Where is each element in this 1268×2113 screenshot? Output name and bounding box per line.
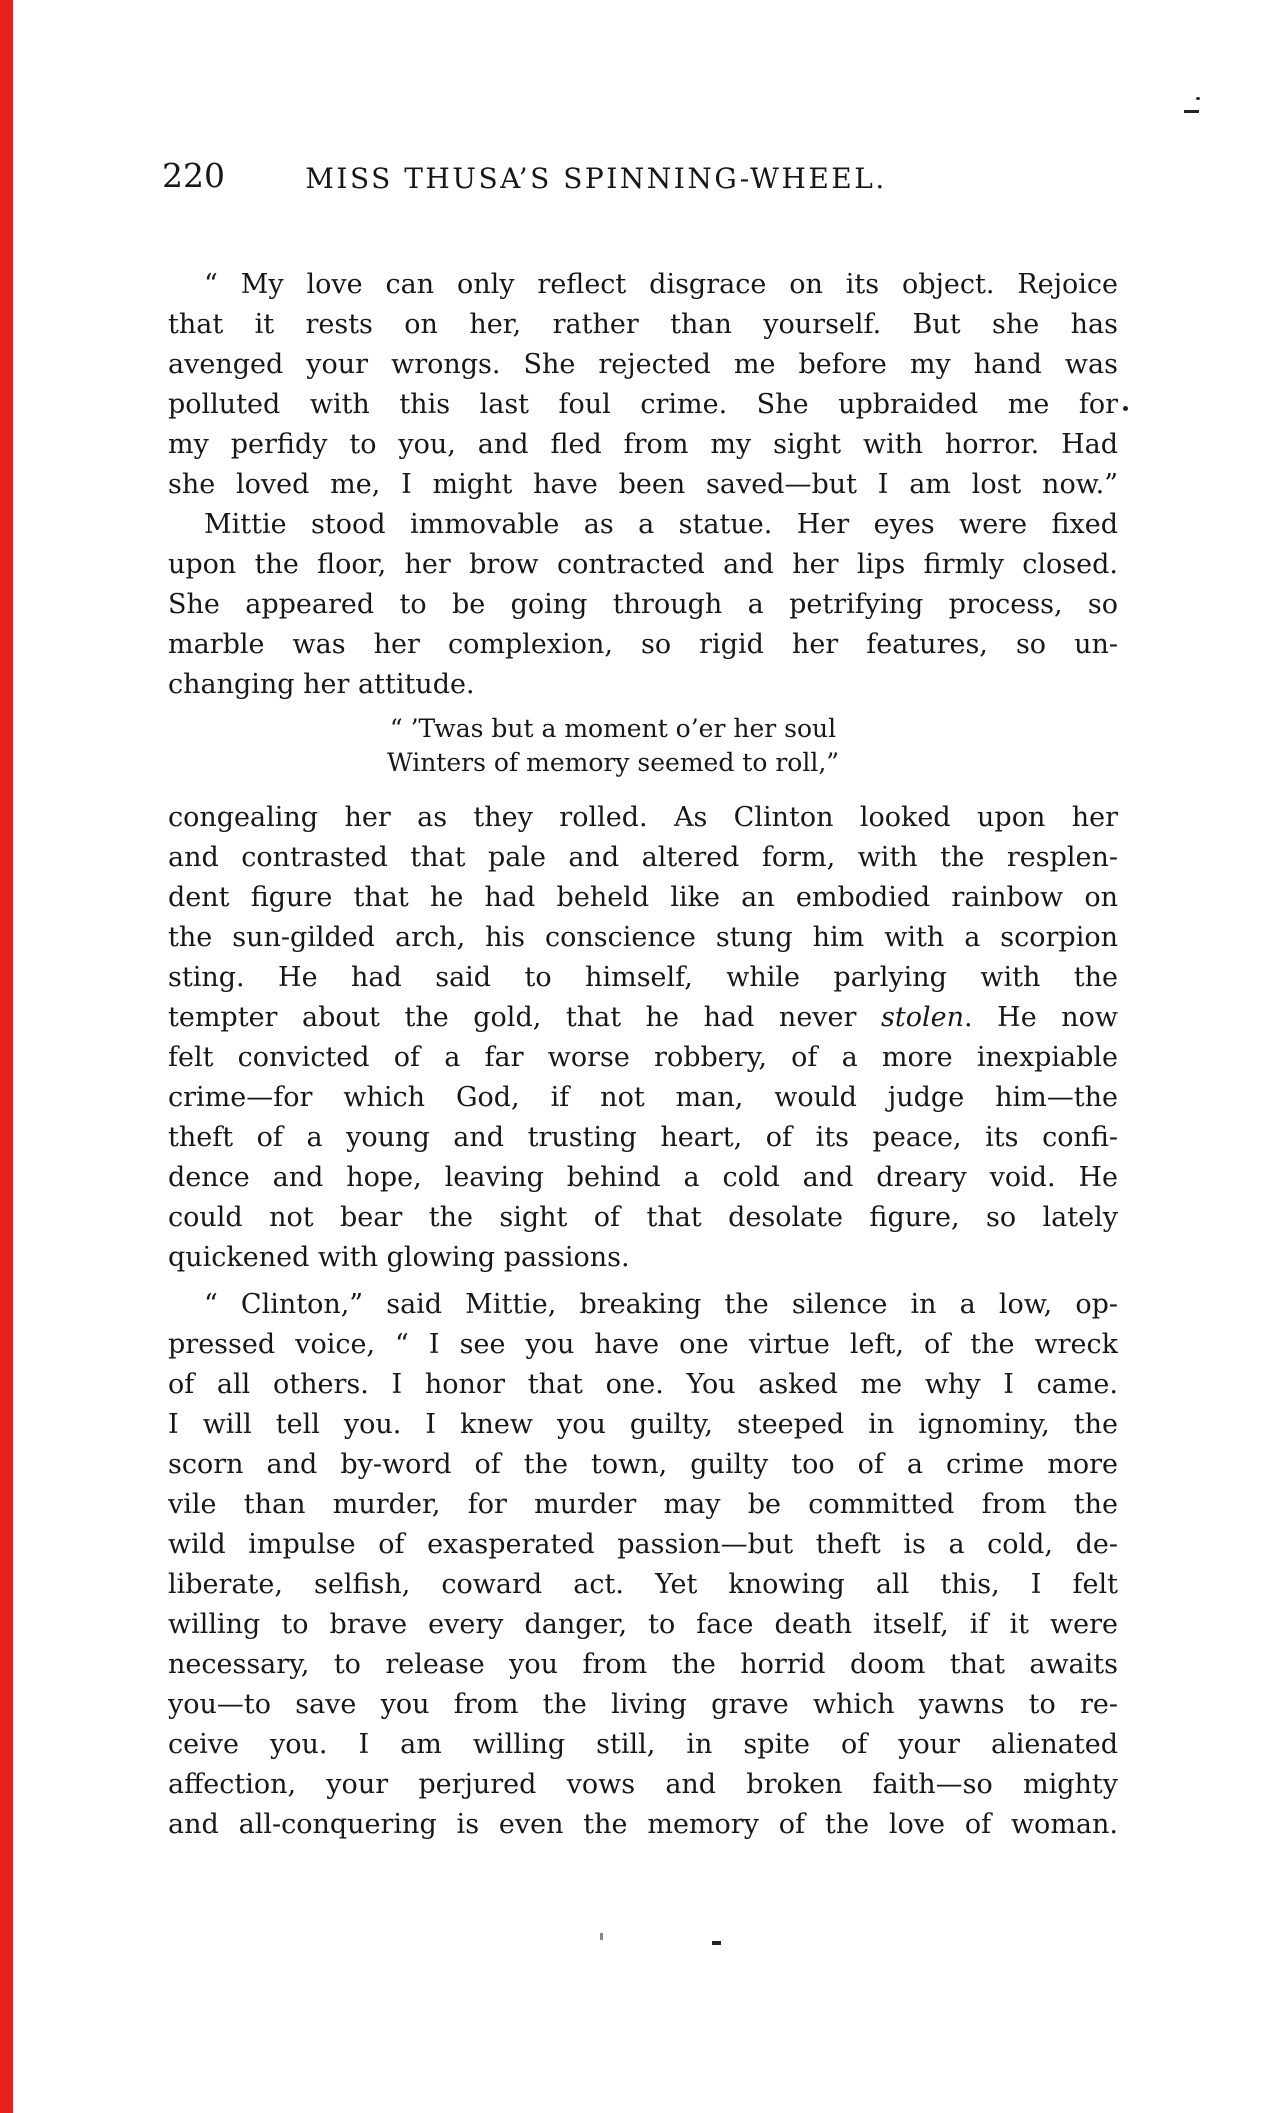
text-line: “ Clinton,” said Mittie, breaking the silence in a low, op- — [204, 1289, 1118, 1320]
ink-speck — [600, 1933, 603, 1940]
text-line: you—to save you from the living grave which yawns to re- — [168, 1689, 1118, 1720]
text-line: polluted with this last foul crime. She upbraided me for — [168, 389, 1118, 420]
text-line: sting. He had said to himself, while parlying with the — [168, 962, 1118, 993]
text-line: dent figure that he had beheld like an embodied rainbow on — [168, 882, 1118, 913]
text-line: I will tell you. I knew you guilty, steeped in ignominy, the — [168, 1409, 1118, 1440]
verse-quotation — [138, 712, 1088, 780]
paragraph-1 — [168, 265, 1118, 505]
text-line: crime—for which God, if not man, would judge him—the — [168, 1082, 1118, 1113]
ink-speck — [1123, 406, 1128, 411]
text-line: dence and hope, leaving behind a cold and dreary void. He — [168, 1162, 1118, 1193]
text-line: wild impulse of exasperated passion—but theft is a cold, de- — [168, 1529, 1118, 1560]
running-title: MISS THUSA’S SPINNING-WHEEL. — [305, 162, 887, 195]
ink-speck — [1196, 97, 1200, 100]
paragraph-3 — [168, 798, 1118, 1278]
text-line: marble was her complexion, so rigid her features, so un- — [168, 629, 1118, 660]
text-line: theft of a young and trusting heart, of its peace, its confi- — [168, 1122, 1118, 1153]
text-line: could not bear the sight of that desolate figure, so lately — [168, 1202, 1118, 1233]
text-line: vile than murder, for murder may be committed from the — [168, 1489, 1118, 1520]
text-line: willing to brave every danger, to face death itself, if it were — [168, 1609, 1118, 1640]
page-number: 220 — [162, 156, 225, 195]
text-line: and all-conquering is even the memory of the love of woman. — [168, 1809, 1118, 1840]
text-line: affection, your perjured vows and broken faith—so mighty — [168, 1769, 1118, 1800]
text-line: liberate, selfish, coward act. Yet knowing all this, I felt — [168, 1569, 1118, 1600]
text-line: ceive you. I am willing still, in spite of your alienated — [168, 1729, 1118, 1760]
text-line: felt convicted of a far worse robbery, of a more inexpiable — [168, 1042, 1118, 1073]
verse-line: Winters of memory seemed to roll,” — [386, 748, 840, 777]
text-segment: tempter about the gold, that he had never — [168, 1002, 882, 1033]
verse-line: “ ’Twas but a moment o’er her soul — [389, 714, 837, 743]
text-line — [168, 998, 1118, 1038]
text-line: changing her attitude. — [168, 669, 475, 700]
text-line: she loved me, I might have been saved—but I am lost now.” — [168, 469, 1118, 500]
text-line: the sun-gilded arch, his conscience stung him with a scorpion — [168, 922, 1118, 953]
text-line: upon the floor, her brow contracted and her lips firmly closed. — [168, 549, 1118, 580]
text-line: “ My love can only reflect disgrace on its object. Rejoice — [204, 269, 1118, 300]
ink-speck — [712, 1941, 721, 1945]
paragraph-4 — [168, 1285, 1118, 1845]
text-line: my perfidy to you, and fled from my sight with horror. Had — [168, 429, 1118, 460]
text-line: scorn and by-word of the town, guilty too of a crime more — [168, 1449, 1118, 1480]
text-segment: . He now — [963, 1002, 1118, 1033]
text-line: of all others. I honor that one. You asked me why I came. — [168, 1369, 1118, 1400]
text-line: congealing her as they rolled. As Clinton looked upon her — [168, 802, 1118, 833]
text-line: pressed voice, “ I see you have one virtue left, of the wreck — [168, 1329, 1118, 1360]
text-line: Mittie stood immovable as a statue. Her eyes were fixed — [204, 509, 1118, 540]
text-line: avenged your wrongs. She rejected me before my hand was — [168, 349, 1118, 380]
text-line: and contrasted that pale and altered form, with the resplen- — [168, 842, 1118, 873]
paragraph-2 — [168, 505, 1118, 705]
text-line: necessary, to release you from the horrid doom that awaits — [168, 1649, 1118, 1680]
italic-word: stolen — [881, 1002, 964, 1033]
text-line: that it rests on her, rather than yourself. But she has — [168, 309, 1118, 340]
ink-speck — [1184, 110, 1199, 113]
text-line: She appeared to be going through a petrifying process, so — [168, 589, 1118, 620]
text-line: quickened with glowing passions. — [168, 1242, 630, 1273]
book-edge-red-stripe — [0, 0, 13, 2113]
